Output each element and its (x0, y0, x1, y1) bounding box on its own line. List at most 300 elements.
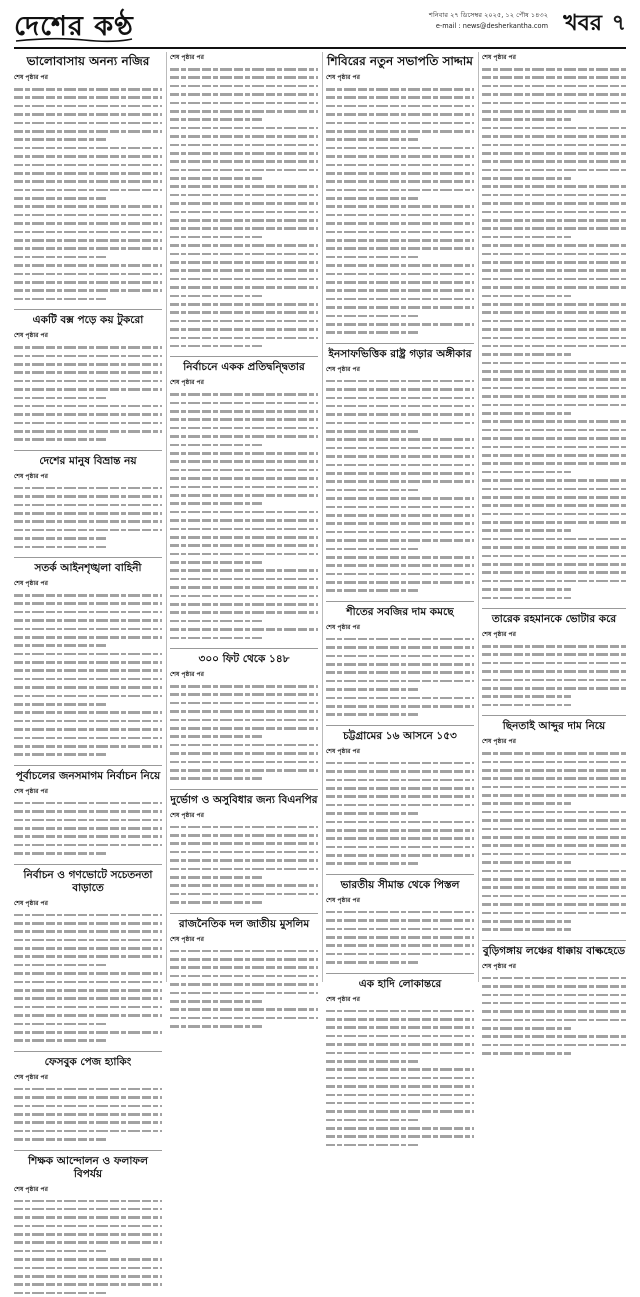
text-line (170, 766, 318, 774)
text-line (482, 350, 626, 358)
text-line (326, 1141, 474, 1149)
text-line (482, 982, 626, 990)
article-headline[interactable]: শিক্ষক আন্দোলন ও ফলাফল বিপর্যয় (14, 1155, 162, 1181)
text-line (326, 776, 474, 784)
text-line (14, 186, 162, 194)
text-line (482, 266, 626, 274)
text-line (14, 253, 162, 261)
text-line (14, 1110, 162, 1118)
article-headline[interactable]: ভালোবাসায় অনন্য নজির (14, 54, 162, 69)
text-line (482, 149, 626, 157)
text-line (14, 599, 162, 607)
text-line (170, 166, 318, 174)
text-line (14, 725, 162, 733)
text-line (326, 702, 474, 710)
article-headline[interactable]: চট্টগ্রামের ১৬ আসনে ১৫৩ (326, 730, 474, 743)
text-line (482, 858, 626, 866)
text-line (326, 950, 474, 958)
text-line (482, 308, 626, 316)
text-line (14, 435, 162, 443)
text-line (326, 958, 474, 966)
text-line (14, 1272, 162, 1280)
logo-swash-icon (14, 37, 134, 43)
text-line (14, 708, 162, 716)
column-divider (322, 52, 323, 982)
article-headline[interactable]: পূর্বাচলের জনসমাগম নির্বাচন নিয়ে (14, 770, 162, 783)
text-line (482, 783, 626, 791)
text-line (170, 955, 318, 963)
text-line (170, 774, 318, 782)
text-line (326, 1091, 474, 1099)
continued-label: শেষ পৃষ্ঠার পর (326, 994, 474, 1005)
text-line (326, 1124, 474, 1132)
text-line (170, 199, 318, 207)
text-line (326, 261, 474, 269)
text-line (482, 974, 626, 982)
text-line (170, 73, 318, 81)
article-divider (14, 309, 162, 310)
text-line (326, 843, 474, 851)
text-line (170, 839, 318, 847)
article (326, 606, 474, 719)
date-line: শনিবার ২৭ ডিসেম্বর ২০২৫, ১২ পৌষ ১৪৩২ (429, 10, 548, 21)
text-line (326, 469, 474, 477)
text-line (326, 635, 474, 643)
text-line (326, 1074, 474, 1082)
text-line (14, 1230, 162, 1238)
text-line (14, 177, 162, 185)
continued-label: শেষ পৃষ্ঠার পর (170, 377, 318, 388)
text-line (170, 1005, 318, 1013)
article-body (482, 65, 626, 602)
page-number: ৭ (606, 6, 626, 36)
text-line (170, 99, 318, 107)
text-line (482, 501, 626, 509)
text-line (326, 767, 474, 775)
header-rule (14, 47, 626, 49)
article-headline[interactable]: ভারতীয় সীমান্ত থেকে পিস্তল (326, 879, 474, 892)
text-line (482, 552, 626, 560)
text-line (326, 643, 474, 651)
text-line (482, 585, 626, 593)
text-line (482, 392, 626, 400)
column-4 (482, 52, 626, 982)
article-headline[interactable]: নির্বাচন ও গণভোটে সচেতনতা বাড়াতে (14, 869, 162, 895)
continued-label: শেষ পৃষ্ঠার পর (482, 629, 626, 640)
article-divider (482, 715, 626, 716)
article-headline[interactable]: ইনসাফভিত্তিক রাষ্ট্র গড়ার অঙ্গীকার (326, 348, 474, 361)
text-line (170, 266, 318, 274)
email-line: e-mail : news@desherkantha.com (429, 21, 548, 32)
text-line (482, 283, 626, 291)
continued-label: শেষ পৃষ্ঠার পর (170, 934, 318, 945)
text-line (170, 457, 318, 465)
text-line (14, 666, 162, 674)
text-line (482, 577, 626, 585)
text-line (170, 997, 318, 1005)
text-line (326, 295, 474, 303)
text-line (14, 534, 162, 542)
text-line (326, 1065, 474, 1073)
text-line (326, 1107, 474, 1115)
text-line (14, 1036, 162, 1044)
text-line (170, 758, 318, 766)
article (326, 730, 474, 868)
text-line (482, 1007, 626, 1015)
text-line (14, 986, 162, 994)
article-headline[interactable]: শীতের সবজির দাম কমছে (326, 606, 474, 619)
text-line (14, 591, 162, 599)
text-line (14, 816, 162, 824)
text-line (326, 253, 474, 261)
text-line (14, 734, 162, 742)
text-line (326, 553, 474, 561)
text-line (14, 1238, 162, 1246)
article-body (326, 377, 474, 595)
text-line (170, 716, 318, 724)
text-line (482, 510, 626, 518)
text-line (14, 394, 162, 402)
article-headline[interactable]: ছিনতাই আব্দুর দাম নিয়ে (482, 720, 626, 733)
text-line (14, 427, 162, 435)
article (482, 720, 626, 934)
article-divider (170, 356, 318, 357)
text-line (482, 642, 626, 650)
text-line (14, 1003, 162, 1011)
text-line (326, 784, 474, 792)
column-divider (166, 52, 167, 982)
text-line (326, 570, 474, 578)
text-line (482, 692, 626, 700)
text-line (14, 911, 162, 919)
text-line (170, 258, 318, 266)
text-line (482, 459, 626, 467)
continued-label: শেষ পৃষ্ঠার পর (14, 1072, 162, 1083)
article (482, 52, 626, 602)
article-headline[interactable]: এক হাদি লোকান্তরে (326, 978, 474, 991)
text-line (482, 560, 626, 568)
article-headline[interactable]: রাজনৈতিক দল জাতীয় মুসলিম (170, 918, 318, 931)
text-line (326, 652, 474, 660)
text-line (14, 419, 162, 427)
text-line (170, 989, 318, 997)
text-line (170, 432, 318, 440)
article (326, 879, 474, 967)
text-line (326, 385, 474, 393)
text-line (326, 427, 474, 435)
text-line (482, 867, 626, 875)
article (482, 945, 626, 1058)
text-line (170, 399, 318, 407)
text-line (482, 434, 626, 442)
article-divider (170, 913, 318, 914)
text-line (326, 536, 474, 544)
article-body (326, 759, 474, 868)
text-line (170, 292, 318, 300)
text-line (482, 991, 626, 999)
article-headline[interactable]: শিবিরের নতুন সভাপতি সাদ্দাম (326, 54, 474, 69)
text-line (482, 367, 626, 375)
article-body (326, 635, 474, 719)
text-line (326, 377, 474, 385)
article-headline[interactable]: দেশের মানুষ বিভ্রান্ত নয় (14, 455, 162, 468)
continued-label: শেষ পৃষ্ঠার পর (170, 669, 318, 680)
text-line (14, 228, 162, 236)
text-line (482, 875, 626, 883)
text-line (326, 135, 474, 143)
text-line (482, 82, 626, 90)
article-body (14, 343, 162, 444)
text-line (482, 384, 626, 392)
text-line (326, 586, 474, 594)
text-line (326, 402, 474, 410)
text-line (326, 1057, 474, 1065)
article (14, 770, 162, 858)
text-line (482, 157, 626, 165)
text-line (14, 517, 162, 525)
text-line (14, 807, 162, 815)
text-line (482, 841, 626, 849)
text-line (14, 1255, 162, 1263)
text-line (170, 732, 318, 740)
text-line (14, 675, 162, 683)
text-line (482, 701, 626, 709)
text-line (482, 124, 626, 132)
text-line (326, 278, 474, 286)
text-line (170, 308, 318, 316)
text-line (482, 216, 626, 224)
text-line (326, 925, 474, 933)
text-line (14, 1222, 162, 1230)
text-line (14, 849, 162, 857)
text-line (14, 368, 162, 376)
article-headline[interactable]: বুড়িগঙ্গায় লঞ্চের ধাক্কায় বাল্কহেডে (482, 945, 626, 958)
text-line (14, 969, 162, 977)
text-line (326, 561, 474, 569)
article (326, 54, 474, 337)
text-line (14, 717, 162, 725)
text-line (482, 766, 626, 774)
text-line (14, 1028, 162, 1036)
text-line (170, 241, 318, 249)
text-line (482, 174, 626, 182)
text-line (326, 941, 474, 949)
text-line (326, 328, 474, 336)
text-line (14, 278, 162, 286)
continued-label: শেষ পৃষ্ঠার পর (14, 786, 162, 797)
article-body (14, 1197, 162, 1297)
text-line (14, 1093, 162, 1101)
article-body (326, 908, 474, 967)
text-line (482, 667, 626, 675)
text-line (170, 566, 318, 574)
continued-label: শেষ পৃষ্ঠার পর (326, 746, 474, 757)
text-line (326, 809, 474, 817)
article-body (14, 1085, 162, 1144)
text-line (482, 191, 626, 199)
text-line (170, 441, 318, 449)
text-line (14, 683, 162, 691)
text-line (14, 1127, 162, 1135)
text-line (14, 501, 162, 509)
text-line (14, 244, 162, 252)
text-line (14, 211, 162, 219)
continued-label: শেষ পৃষ্ঠার পর (170, 810, 318, 821)
continued-label: শেষ পৃষ্ঠার পর (14, 898, 162, 909)
text-line (14, 343, 162, 351)
text-line (170, 216, 318, 224)
text-line (326, 1015, 474, 1023)
text-line (482, 568, 626, 576)
text-line (170, 250, 318, 258)
text-line (482, 493, 626, 501)
text-line (326, 1116, 474, 1124)
article-headline[interactable]: ৩০০ ফিট থেকে ১৪৮ (170, 653, 318, 666)
text-line (14, 658, 162, 666)
text-line (326, 519, 474, 527)
text-line (482, 443, 626, 451)
text-line (482, 65, 626, 73)
article (170, 361, 318, 642)
text-line (170, 65, 318, 73)
text-line (326, 312, 474, 320)
text-line (170, 856, 318, 864)
text-line (482, 99, 626, 107)
text-line (170, 1014, 318, 1022)
text-line (14, 750, 162, 758)
text-line (170, 533, 318, 541)
article-divider (482, 608, 626, 609)
text-line (482, 476, 626, 484)
text-line (170, 300, 318, 308)
text-line (170, 592, 318, 600)
text-line (326, 1007, 474, 1015)
text-line (482, 1024, 626, 1032)
text-line (170, 550, 318, 558)
text-line (482, 774, 626, 782)
text-line (14, 402, 162, 410)
article-body (326, 85, 474, 337)
text-line (326, 1082, 474, 1090)
text-line (482, 749, 626, 757)
text-line (170, 491, 318, 499)
article-divider (14, 557, 162, 558)
text-line (482, 816, 626, 824)
text-line (482, 676, 626, 684)
text-line (326, 859, 474, 867)
text-line (14, 385, 162, 393)
text-line (170, 132, 318, 140)
article-divider (326, 343, 474, 344)
text-line (482, 401, 626, 409)
article-divider (170, 648, 318, 649)
text-line (14, 135, 162, 143)
text-line (326, 410, 474, 418)
article-body (482, 642, 626, 709)
article-headline[interactable]: নির্বাচনে একক প্রতিদ্বন্দ্বিতার (170, 361, 318, 374)
text-line (170, 174, 318, 182)
text-line (482, 182, 626, 190)
text-line (326, 228, 474, 236)
text-line (482, 526, 626, 534)
article (14, 869, 162, 1045)
text-line (326, 801, 474, 809)
text-line (326, 320, 474, 328)
text-line (326, 759, 474, 767)
text-line (14, 202, 162, 210)
article-body (14, 85, 162, 303)
text-line (482, 1041, 626, 1049)
text-line (326, 161, 474, 169)
text-line (326, 194, 474, 202)
text-line (170, 558, 318, 566)
article-divider (170, 789, 318, 790)
article-headline[interactable]: ফেসবুক পেজ হ্যাকিং (14, 1056, 162, 1069)
text-line (326, 1023, 474, 1031)
text-line (170, 224, 318, 232)
text-line (482, 485, 626, 493)
text-line (170, 865, 318, 873)
text-line (170, 107, 318, 115)
text-line (14, 625, 162, 633)
text-line (14, 700, 162, 708)
text-line (326, 419, 474, 427)
text-line (170, 881, 318, 889)
text-line (170, 342, 318, 350)
text-line (170, 325, 318, 333)
article-headline[interactable]: একটি বক্স পড়ে কয় টুকরো (14, 314, 162, 327)
column-1 (14, 52, 162, 982)
text-line (170, 474, 318, 482)
text-line (14, 952, 162, 960)
text-line (14, 261, 162, 269)
article-headline[interactable]: সতর্ক আইনশৃঙ্খলা বাহিনী (14, 562, 162, 575)
masthead (14, 6, 626, 46)
text-line (482, 535, 626, 543)
text-line (326, 933, 474, 941)
text-line (482, 417, 626, 425)
text-line (14, 543, 162, 551)
continued-label: শেষ পৃষ্ঠার পর (482, 961, 626, 972)
text-line (170, 963, 318, 971)
text-line (170, 947, 318, 955)
text-line (326, 110, 474, 118)
text-line (482, 409, 626, 417)
article-divider (14, 1150, 162, 1151)
text-line (14, 1118, 162, 1126)
article (170, 918, 318, 1031)
text-line (14, 144, 162, 152)
article-headline[interactable]: দুর্ভোগ ও অসুবিধার জন্য বিএনপির (170, 794, 318, 807)
text-line (14, 1280, 162, 1288)
continued-label: শেষ পৃষ্ঠার পর (482, 52, 626, 63)
text-line (170, 541, 318, 549)
article-headline[interactable]: তারেক রহমানকে ভোটার করে (482, 613, 626, 626)
text-line (482, 334, 626, 342)
article (14, 1056, 162, 1144)
text-line (14, 152, 162, 160)
text-line (482, 925, 626, 933)
text-line (14, 1197, 162, 1205)
text-line (14, 616, 162, 624)
text-line (14, 633, 162, 641)
text-line (170, 634, 318, 642)
text-line (482, 292, 626, 300)
text-line (326, 677, 474, 685)
text-line (482, 808, 626, 816)
text-line (14, 93, 162, 101)
text-line (14, 219, 162, 227)
